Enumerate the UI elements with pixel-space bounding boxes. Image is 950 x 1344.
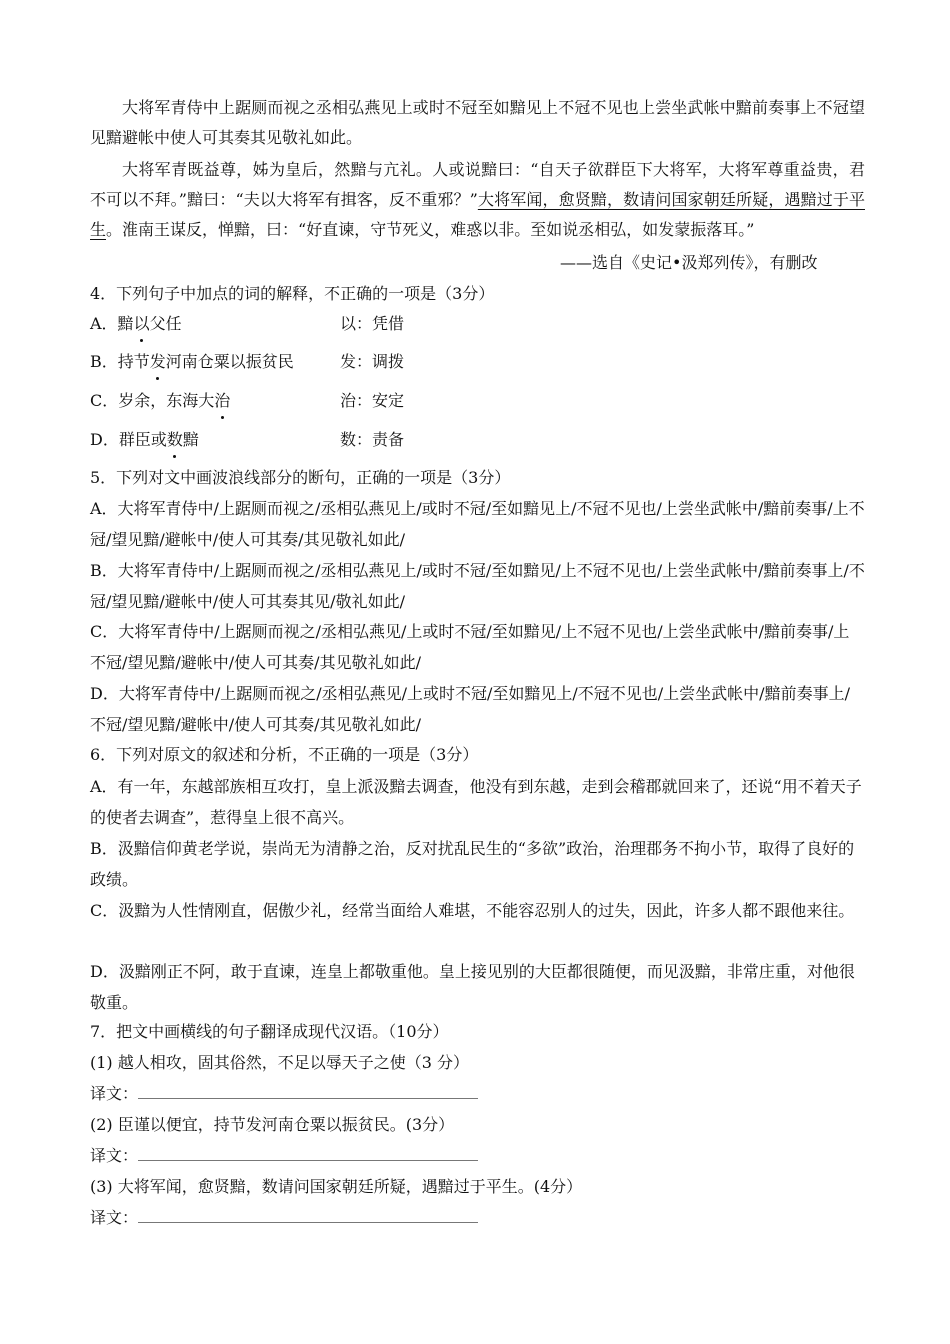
q7-sentence-3: (3) 大将军闻，愈贤黯，数请问国家朝廷所疑，遇黯过于平生。(4分） — [90, 1177, 583, 1196]
q6-stem: 6．下列对原文的叙述和分析，不正确的一项是（3分） — [90, 745, 479, 764]
q7-answer-2 — [90, 1141, 870, 1171]
q4-b-post: 河南仓粟以振贫民 — [165, 352, 294, 371]
passage-source: ——选自《史记•汲郑列传》，有删改 — [560, 253, 818, 272]
answer-blank-3[interactable] — [138, 1206, 478, 1223]
underlined-sentence: 大将军闻，愈贤黯，数请问国家朝廷所疑，遇黯过于平生 — [90, 190, 865, 239]
answer-blank-1[interactable] — [138, 1082, 478, 1099]
q4-stem: 4．下列句子中加点的词的解释，不正确的一项是（3分） — [90, 284, 495, 303]
passage-paragraph-1: 大将军青侍中上踞厕而视之丞相弘燕见上或时不冠至如黯见上不冠不见也上尝坐武帐中黯前奏事上不冠望见黯避帐中使人可其奏其见敬礼如此。 — [90, 98, 865, 147]
q7-stem: 7．把文中画横线的句子翻译成现代汉语。（10分） — [90, 1022, 449, 1041]
q4-option-b — [90, 347, 294, 377]
q4-d-pre: D．群臣或 — [90, 430, 167, 449]
q4-option-a — [90, 309, 182, 339]
answer-label: 译文： — [90, 1208, 139, 1227]
q5-option-b: B．大将军青侍中/上踞厕而视之/丞相弘燕见上/或时不冠/至如黯见/上不冠不见也/上尝坐武帐中/黯前奏事上/不冠/望见黯/避帐中/使人可其奏其见/敬礼如此/ — [90, 561, 865, 611]
q4-a-pre: A．黯 — [90, 314, 134, 333]
q4-c-dotted-word: 治 — [214, 386, 230, 416]
paragraph-2-text-a: 大将军青既益尊，姊为皇后，然黯与亢礼。人或说黯曰：“自天子欲群臣下大将军，大将军尊重益贵，君不可以不拜。”黯曰：“夫以大将军有揖客，反不重邪？” — [90, 160, 865, 209]
q7-answer-3 — [90, 1203, 870, 1233]
answer-label: 译文： — [90, 1146, 139, 1165]
q5-stem: 5．下列对文中画波浪线部分的断句，正确的一项是（3分） — [90, 468, 511, 487]
q4-b-pre: B．持节 — [90, 352, 150, 371]
q7-answer-1 — [90, 1079, 870, 1109]
q4-option-b-explanation: 发：调拨 — [340, 352, 405, 371]
q6-option-a: A．有一年，东越部族相互攻打，皇上派汲黯去调查，他没有到东越，走到会稽郡就回来了，还说“用不着天子的使者去调查”，惹得皇上很不高兴。 — [90, 777, 862, 827]
q6-option-b: B．汲黯信仰黄老学说，崇尚无为清静之治，反对扰乱民生的“多欲”政治，治理郡务不拘小节，取得了良好的政绩。 — [90, 839, 855, 889]
q6-option-c: C．汲黯为人性情刚直，倨傲少礼，经常当面给人难堪，不能容忍别人的过失，因此，许多人都不跟他来往。 — [90, 901, 855, 920]
passage-paragraph-2 — [90, 155, 865, 245]
q4-option-a-explanation: 以：凭借 — [340, 314, 405, 333]
q4-option-c-explanation: 治：安定 — [340, 391, 405, 410]
q5-option-c: C．大将军青侍中/上踞厕而视之/丞相弘燕见/上或时不冠/至如黯见/上不冠不见也/上尝坐武帐中/黯前奏事/上不冠/望见黯/避帐中/使人可其奏/其见敬礼如此/ — [90, 622, 850, 672]
q4-d-dotted-word: 数 — [167, 425, 183, 455]
q4-option-d — [90, 425, 199, 455]
q4-b-dotted-word: 发 — [150, 347, 166, 377]
q4-a-dotted-word: 以 — [134, 309, 150, 339]
q7-sentence-2: (2) 臣谨以便宜，持节发河南仓粟以振贫民。(3分） — [90, 1115, 455, 1134]
answer-label: 译文： — [90, 1084, 139, 1103]
answer-blank-2[interactable] — [138, 1144, 478, 1161]
q4-d-post: 黯 — [182, 430, 199, 449]
q5-option-d: D．大将军青侍中/上踞厕而视之/丞相弘燕见/上或时不冠/至如黯见上/不冠不见也/上尝坐武帐中/黯前奏事上/不冠/望见黯/避帐中/使人可其奏/其见敬礼如此/ — [90, 684, 850, 734]
q6-option-d: D．汲黯刚正不阿，敢于直谏，连皇上都敬重他。皇上接见别的大臣都很随便，而见汲黯，非常庄重，对他很敬重。 — [90, 962, 855, 1012]
q4-a-post: 父任 — [149, 314, 182, 333]
q4-c-pre: C．岁余，东海大 — [90, 391, 215, 410]
paragraph-2-text-b: 。淮南王谋反，惮黯，曰：“好直谏，守节死义，难惑以非。至如说丞相弘，如发蒙振落耳。” — [106, 220, 755, 239]
q5-option-a: A．大将军青侍中/上踞厕而视之/丞相弘燕见上/或时不冠/至如黯见上/不冠不见也/上尝坐武帐中/黯前奏事/上不冠/望见黯/避帐中/使人可其奏/其见敬礼如此/ — [90, 499, 865, 549]
q4-option-d-explanation: 数：责备 — [340, 430, 405, 449]
q4-option-c — [90, 386, 230, 416]
q7-sentence-1: (1) 越人相攻，固其俗然，不足以辱天子之使（3 分） — [90, 1053, 470, 1072]
